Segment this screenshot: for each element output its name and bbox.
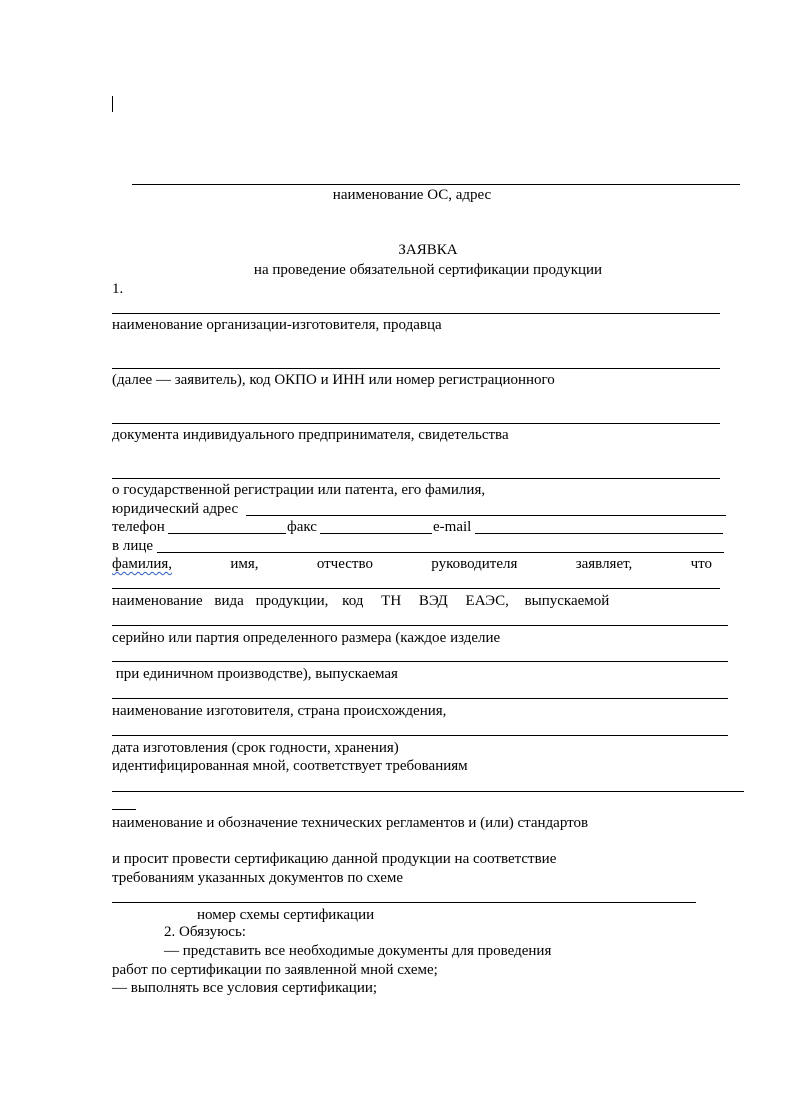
legal-address-label: юридический адрес [112,501,239,517]
manufacturer-caption: наименование организации-изготовителя, продавца [112,317,442,333]
head-word-surname: фамилия, [112,556,173,572]
person-field[interactable] [157,552,724,553]
manufacture-date-caption: дата изготовления (срок годности, хранения) [112,740,399,756]
manufacture-date-line[interactable] [112,735,728,736]
head-word-patronymic: отчество [316,556,373,572]
scheme-line[interactable] [112,902,696,903]
head-caption-row [112,555,712,573]
manufacturer-country-caption: наименование изготовителя, страна происхождения, [112,703,447,719]
standards-caption: наименование и обозначение технических регламентов и (или) стандартов [112,815,589,831]
ip-document-caption: документа индивидуального предпринимателя, свидетельства [112,427,509,443]
request-line-1: и просит провести сертификацию данной продукции на соответствие [112,851,557,867]
email-label: e-mail [433,519,472,535]
obligation-1-line-1: — представить все необходимые документы для проведения [164,943,552,959]
manufacturer-name-line[interactable] [112,313,720,314]
product-name-line[interactable] [112,588,720,589]
request-line-2: требованиям указанных документов по схеме [112,870,403,886]
ip-document-line[interactable] [112,423,720,424]
okpo-inn-caption: (далее — заявитель), код ОКПО и ИНН или номер регистрационного [112,372,555,388]
registration-line[interactable] [112,478,720,479]
legal-address-field[interactable] [246,515,726,516]
product-word-3: продукции, [255,593,329,609]
fax-field[interactable] [320,533,432,534]
okpo-inn-line[interactable] [112,368,720,369]
product-word-5: ТН [381,593,402,609]
single-production-caption: при единичном производстве), выпускаемая [112,666,398,682]
document-title: ЗАЯВКА [398,242,458,258]
phone-label: телефон [112,519,165,535]
os-name-caption: наименование ОС, адрес [332,187,492,203]
standards-line[interactable] [112,791,744,792]
person-label: в лице [112,538,154,554]
obligation-2: — выполнять все условия сертификации; [112,980,378,996]
product-word-8: выпускаемой [524,593,610,609]
serial-caption: серийно или партия определенного размера (каждое изделие [112,630,501,646]
head-word-name: имя, [230,556,259,572]
identified-caption: идентифицированная мной, соответствует требованиям [112,758,468,774]
fax-label: факс [287,519,317,535]
product-word-1: наименование [112,593,203,609]
obligation-1-line-2: работ по сертификации по заявленной мной схеме; [112,962,438,978]
serial-line[interactable] [112,625,728,626]
product-word-6: ВЭД [418,593,448,609]
section-2-heading: 2. Обязуюсь: [164,924,246,940]
standards-line-tail [112,809,136,810]
single-production-line[interactable] [112,661,728,662]
product-word-4: код [342,593,364,609]
product-word-7: ЕАЭС, [465,593,509,609]
email-field[interactable] [475,533,723,534]
section-1-number: 1. [112,281,124,297]
head-word-declares: заявляет, [575,556,633,572]
manufacturer-country-line[interactable] [112,698,728,699]
os-name-line[interactable] [132,184,740,185]
phone-field[interactable] [168,533,286,534]
registration-caption: о государственной регистрации или патента, его фамилия, [112,482,486,498]
product-caption-row [112,592,609,610]
head-word-director: руководителя [431,556,518,572]
document-subtitle: на проведение обязательной сертификации продукции [253,262,603,278]
product-word-2: вида [214,593,244,609]
scheme-caption: номер схемы сертификации [197,907,375,923]
head-word-that: что [690,556,712,572]
text-cursor [112,96,113,112]
